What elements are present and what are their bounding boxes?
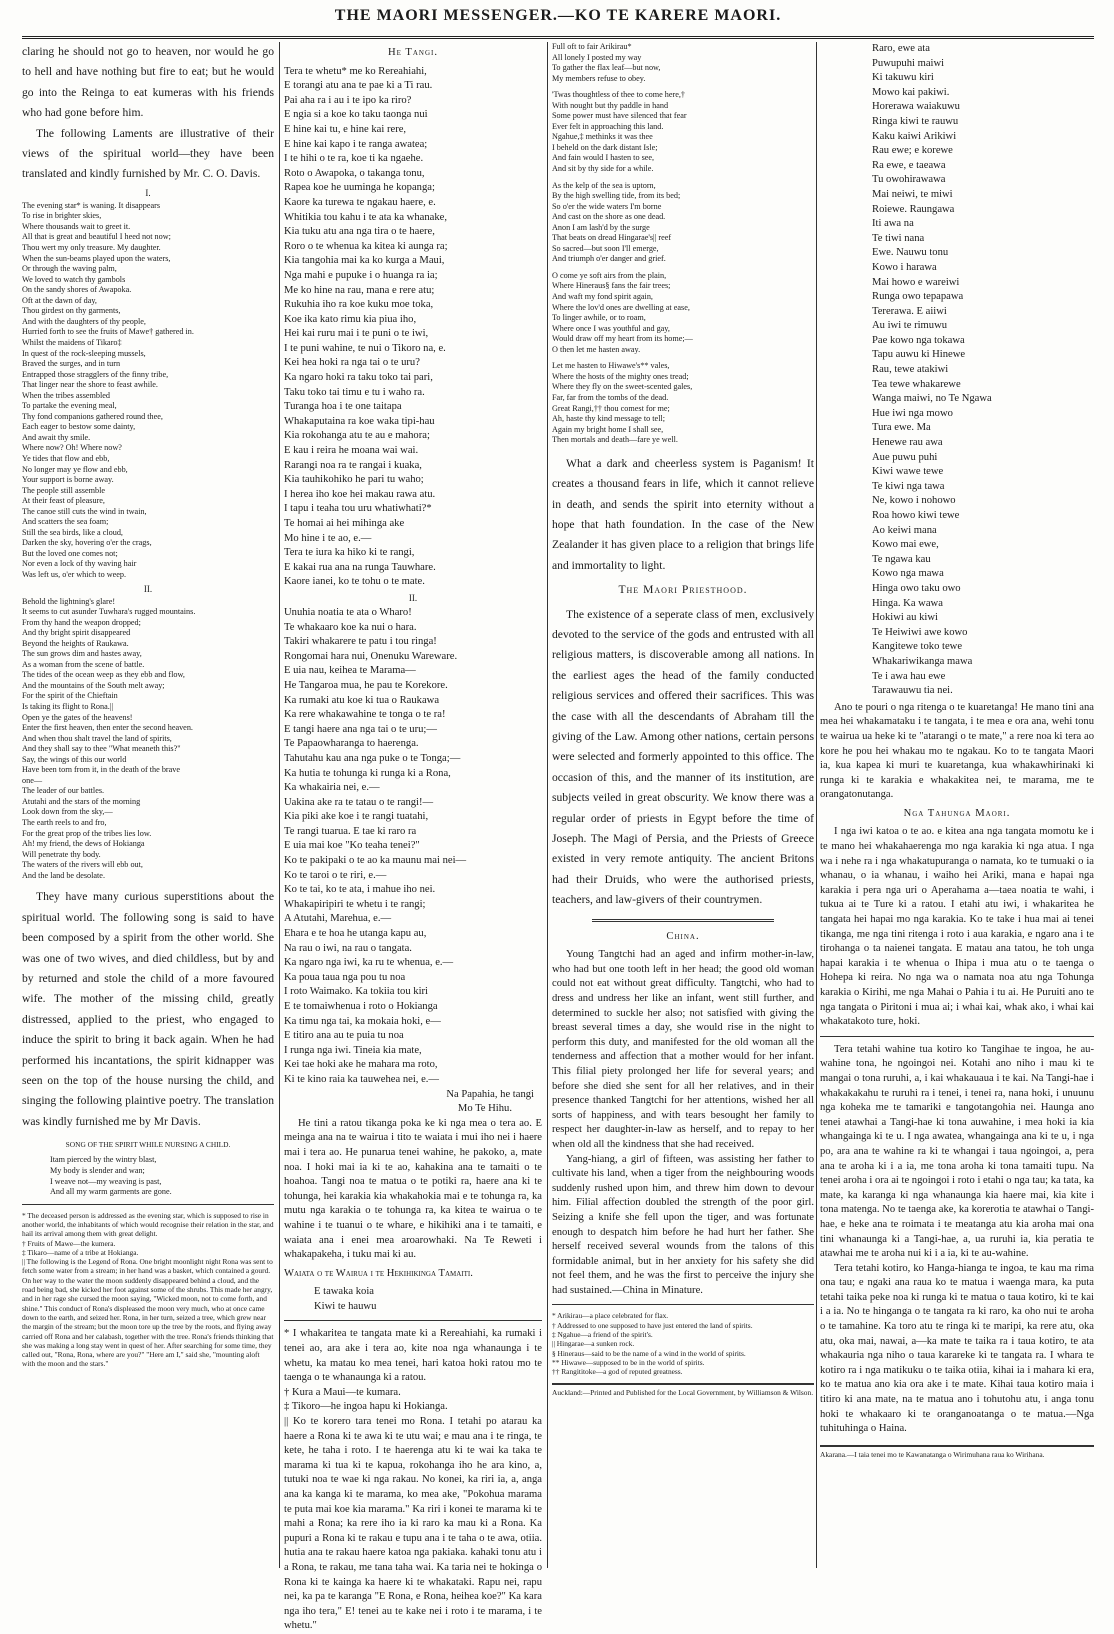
maori-lament-2	[284, 606, 542, 1088]
verse-line: And waft my fond spirit again,	[552, 292, 653, 302]
verse-line: Whilst the maidens of Tikaro‡	[22, 337, 122, 347]
verse-line: The evening star* is waning. It disappears	[22, 200, 161, 210]
verse-line: Kei hea hoki ra nga tai o te uru?	[284, 357, 420, 369]
verse-line: Ne, kowo i nohowo	[872, 495, 956, 507]
intro-paragraph: The following Laments are illustrative of their views of the spiritual world—they have been translated and kindly furnished by Mr. C. O. Davis.	[22, 126, 274, 181]
verse-line: Open ye the gates of the heavens!	[22, 712, 133, 722]
verse-line: Ki takuwu kiri	[872, 72, 934, 84]
verse-line: Turanga hoa i te one taitapa	[284, 401, 402, 413]
verse-line: Te rangi tuarua. E tae ki raro ra	[284, 825, 417, 837]
verse-line: Ever felt in approaching this land.	[552, 121, 664, 131]
verse-line: As a woman from the scene of battle.	[22, 659, 145, 669]
verse-line: Pae kowo nga tokawa	[872, 334, 965, 346]
verse-line: By the high swelling tide, from its bed;	[552, 191, 681, 201]
verse-line: I roto Waimako. Ka tokiia tou kiri	[284, 986, 428, 998]
verse-line: I herea iho koe hei makau rawa atu.	[284, 488, 436, 500]
verse-line: Ka ngaro nga iwi, ka ru te whenua, e.—	[284, 957, 454, 969]
verse-line: Tea tewe whakarewe	[872, 378, 961, 390]
verse-line: Ko te taroi o te riri, e.—	[284, 869, 387, 881]
verse-line: Hei kai ruru mai i te puni o te iwi,	[284, 328, 429, 340]
song-heading: Waiata o te Wairua i te Hekihikinga Tamaiti.	[284, 1267, 473, 1279]
section-heading: Nga Tahunga Maori.	[903, 807, 1011, 819]
verse-line: I runga nga iwi. Tineia kia mate,	[284, 1044, 422, 1056]
verse-line: Raro, ewe ata	[872, 43, 930, 54]
column-3	[552, 42, 814, 1578]
verse-line: Far, far from the tombs of the dead.	[552, 392, 669, 402]
imprint: Akarana.—I taia tenei mo te Kawanatanga o Wirimuhana raua ko Wirihana.	[820, 1445, 1094, 1459]
imprint: Auckland:—Printed and Published for the Local Government, by Williamson & Wilson.	[552, 1383, 814, 1397]
footnote: ‡ Tikaro—name of a tribe at Hokianga.	[22, 1247, 139, 1257]
verse-line: Kaku kaiwi Arikiwi	[872, 130, 957, 142]
verse-line: And fain would I hasten to see,	[552, 153, 655, 163]
verse-line: Koe ika kato rimu kia piua iho,	[284, 313, 417, 325]
verse-line: E tawaka koia	[314, 1286, 375, 1298]
verse-line: Roa howo kiwi tewe	[872, 510, 960, 521]
verse-line: All lonely I posted my way	[552, 52, 642, 62]
verse-line: Iti awa na	[872, 218, 914, 230]
section-divider	[820, 1036, 1094, 1037]
verse-line: And scatters the sea foam;	[22, 517, 109, 527]
verse-line: My members refuse to obey.	[552, 73, 646, 83]
verse-line: Te Papaowharanga to haerenga.	[284, 738, 419, 750]
verse-line: Mowo kai pakiwi.	[872, 86, 950, 98]
verse-line: Takiri whakarere te patu i tou ringa!	[284, 636, 437, 648]
masthead	[22, 2, 1094, 39]
footnote: * The deceased person is addressed as the evening star, which is supposed to rise in another world, the inhabitants of which would recognise their relation in the star, and hail its arrival among them with great delight.	[22, 1210, 274, 1239]
verse-line: Where they fly on the sweet-scented gales,	[552, 382, 693, 392]
verse-line: I te puni wahine, te nui o Tikoro na, e.	[284, 342, 446, 354]
verse-line: Hurried forth to see the fruits of Mawe† gathered in.	[22, 327, 194, 337]
verse-line: Na rau o iwi, na rau o tangata.	[284, 942, 412, 954]
verse-line: Ngahue,‡ methinks it was thee	[552, 132, 653, 142]
footnote: || Ko te korero tara tenei mo Rona. I tetahi po atarau ka haere a Rona ki te awa ki te utu wai; e mau ana i te ringa, te kete, he taha i roto. I te haerenga atu ki te wai ka taka te marama ki tua ki te kapua, rokohanga iho he ara kino, a, tutuki noa te wae ki nga rakau. No konei, ka riri ia, a, anga ana ka kanga ki te marama, ko mea ake, "Pokohua marama te puta mai koe kia marama." Ka riri i konei te marama ki te mahi a Rona; ka rere iho ia ki raro ka mau ki a Rona. Ka pupuri a Rona ki te rakau e tupu ana i te taha o te awa, otiia. hutia ana te rakau haere katoa nga pakiaka. kahaki tonu atu i a Rona, te rakau, me tana taha wai. Ka taria nei te hokinga o Rona ki te kainga ka haere ki te whakataki. Rapu nei, rapu nei, ka pa te karanga "E Rona, e Rona, heihea koe?" Ka kara nga iho tera," E! tenei au te kake nei i roto i te marama, i te whetu."	[284, 1416, 542, 1632]
column-4	[820, 42, 1094, 1578]
verse-line: Tera te iura ka hiko ki te rangi,	[284, 547, 415, 559]
verse-line: To gather the flax leaf—but now,	[552, 63, 661, 73]
verse-line: Kiwi wawe tewe	[872, 466, 944, 478]
verse-line: Mai neiwi, te miwi	[872, 188, 953, 200]
maori-song-continued	[820, 42, 1094, 699]
verse-line: Some power must have silenced that fear	[552, 111, 687, 121]
body-paragraph: Yang-hiang, a girl of fifteen, was assisting her father to cultivate his land, when a tiger from the neighbouring woods suddenly rushed upon him, and threw him down to devour him. Filial affection doubled the strength of the poor girl. Seizing a knife she fell upon the tiger, and was fortunate enough to despatch him before he had hurt her father. She herself received several wounds from the talons of this formidable animal, but in her anxiety for his safety she did not feel them, and he was the first to perceive the injury she had sustained.—China in Minature.	[552, 1153, 814, 1296]
verse-line: As the kelp of the sea is uptorn,	[552, 180, 656, 190]
body-paragraph: Tera tetahi kotiro, ko Hanga-hianga te ingoa, te kau ma rima ona tau; e ngaki ana raua ko te matua i waenga mara, ka puta tetahi taika peke noa ki runga ki te matua o taua kotiro, ki te kai i a ia. No te hinganga o te tangata ra ki raro, ka oho nui te aroha o te tamahine. Ka toro atu te ringa ki te maripi, ka rere atu, oka atu, oka mai, nawai, a—ka mate te taika ra i taua kotiro, te ata whakauria nga niho o taua karareke ki te tangata ra. I whara te kotiro ra i nga matikuku o te taika otiia, kihai ia i mahara ki era, ko te matua ano kia ora ake i te mate. Kihai taua kotiro maia i titiro ki ana mate, na te matua ano i tohutohu atu, i anga tonu hoki te whakaaro ki te oranganoatanga o te matua.—Nga tuhituhinga o Haina.	[820, 1262, 1094, 1435]
section-heading: He Tangi.	[388, 47, 438, 58]
verse-line: Te Heiwiwi awe kowo	[872, 626, 968, 638]
verse-line: Te kiwi nga tawa	[872, 480, 945, 492]
intro-paragraph: claring he should not go to heaven, nor would he go to hell and have nothing but fire to eat; but he would go into the Reinga to eat kumeras with his friends who had gone before him.	[22, 45, 274, 120]
verse-line: Kaore ka turewa te ngakau haere, e.	[284, 196, 436, 208]
verse-line: I beheld on the dark distant Isle;	[552, 142, 658, 152]
verse-line: To rise in brighter skies,	[22, 211, 102, 221]
verse-line: Behold the lightning's glare!	[22, 596, 116, 606]
verse-line: Pai aha ra i au i te ipo ka riro?	[284, 94, 412, 106]
section-divider	[592, 919, 774, 922]
verse-line: Ka rumaki atu koe ki tua o Raukawa	[284, 694, 440, 706]
english-lament-1	[22, 201, 274, 581]
footnote: § Hineraus—said to be the name of a wind in the world of spirits.	[552, 1348, 746, 1358]
verse-line: Ehara e te hoa he utanga kapu au,	[284, 928, 427, 940]
verse-line: To linger awhile, or to roam,	[552, 313, 646, 323]
spirit-song	[22, 1155, 274, 1197]
verse-line: Kia tauhikohiko he pari tu waho;	[284, 474, 424, 486]
verse-line: And thy bright spirit disappeared	[22, 628, 131, 638]
verse-line: Ka timu nga tai, ka mokaia hoki, e—	[284, 1015, 441, 1027]
verse-line: And when thou shalt travel the land of spirits,	[22, 733, 172, 743]
body-paragraph: Tera tetahi wahine tua kotiro ko Tangihae te ingoa, he au-wahine tona, he ngoingoi nei. Kotahi ano niho i mau ki te mangai o tona ruruhi, a, i kai whakauaua i te kai. Na Tangi-hae i whakakakahu te ruruhi ra i tenei, i tenei ra, nana hoki, i unuunu nga koheka me te tamariki e tangotangohia nei. Haunga ano tenei atawhai a Tangi-hae ki tona auwahine, i mea hoki ia kia whangainga ki te u. I nga awatea, whangainga ana ki te u, i nga po, ara ana te wahine ra ki te whangai i taua ngoingoi, a, pera ana te aroha ki i a ia, me tona aroha ki tona tamaiti tupu. Na tenei aroha i ora ai te ngoingoi i roto i etahi o nga tau; ka tata, ka mate, ka karanga ki nga whanaunga kia haere mai, kia kite i tona matenga. No te taenga ake, ka korerotia te atawhai o Tangi-hae, e heke ana te roimata i te meatanga atu kia aroha mai ona tini whanaunga ki a Tangi-hae, a, ua ruruhi ia, kia peratia te atawhai me te aroha nui ki i a ia, ki te au-wahine.	[820, 1043, 1094, 1260]
footnote: ** Hiwawe—supposed to be in the world of spirits.	[552, 1357, 705, 1367]
verse-line: Was left us, o'er which to weep.	[22, 569, 127, 579]
verse-line: Entrapped those stragglers of the finny tribe,	[22, 369, 169, 379]
footnote: †† Rangititoke—a god of reputed greatness.	[552, 1367, 683, 1377]
verse-line: Kia tuku atu ana nga tira o te haere,	[284, 226, 435, 238]
verse-line: That beats on dread Hingarae's|| reef	[552, 233, 672, 243]
footnote: * I whakaritea te tangata mate ki a Rereahiahi, ka rumaki i tenei ao, ara ake i tera ao, kite noa nga whanaunga i te whetu, ka matau ko mea tenei, hari katoa hoki ratou mo te taenga o te whanaunga ki a ratou.	[284, 1328, 542, 1384]
footnote-rule	[284, 1320, 542, 1321]
verse-line: Hokiwi au kiwi	[872, 612, 938, 624]
verse-line: Each eager to bestow some dainty,	[22, 422, 136, 432]
verse-line: To partake the evening meal,	[22, 401, 117, 411]
verse-line: E uia mai koe "Ko teaha tenei?"	[284, 840, 420, 852]
verse-line: Taku toko tai timu e tu i waho ra.	[284, 386, 425, 398]
verse-line: Ao keiwi mana	[872, 524, 937, 536]
verse-line: On the sandy shores of Awapoka.	[22, 285, 132, 295]
verse-line: Beyond the heights of Raukawa.	[22, 638, 129, 648]
verse-line: Kiwi te hauwu	[314, 1300, 377, 1312]
verse-line: Itam pierced by the wintry blast,	[50, 1155, 157, 1165]
verse-line: Great Rangi,†† thou comest for me;	[552, 403, 670, 413]
verse-line: Ewe. Nauwu tonu	[872, 247, 949, 259]
verse-line: Kia piki ake koe i te rangi tuatahi,	[284, 811, 429, 823]
verse-line: E kakai rua ana na runga Tauwhare.	[284, 561, 436, 573]
verse-line: E titiro ana au te puia tu noa	[284, 1030, 404, 1042]
verse-line: The canoe still cuts the wind in twain,	[22, 506, 147, 516]
verse-line: Wanga maiwi, no Te Ngawa	[872, 393, 992, 405]
verse-line: E hine kai kapo i te ranga awatea;	[284, 138, 428, 150]
verse-line: And await thy smile.	[22, 432, 91, 442]
body-paragraph: The existence of a seperate class of men, exclusively devoted to the service of the gods and entrusted with all religious matters, is discoverable among all nations. In the earliest ages the head of the family conducted religious services and offered their sacrifices. This was the case with all the descendants of Abraham till the giving of the Law. Among other nations, certain persons were selected and formerly appointed to this office. The occasion of this, and the manner of its institution, are subjects veiled in great obscurity. We know there was a regular order of priests in Egypt before the time of Joseph. The Magi of Persia, and the Priests of Greece existed in very remote antiquity. The ancient Britons had their Druids, who were the authorised priests, teachers, and law-givers of their countrymen.	[552, 607, 814, 907]
verse-line: Te ngawa kau	[872, 553, 931, 565]
footnotes	[284, 1327, 542, 1633]
verse-line: Mai howo e wareiwi	[872, 276, 960, 288]
verse-line: He Tangaroa mua, he pau te Korekore.	[284, 679, 448, 691]
verse-line: And cast on the shore as one dead.	[552, 212, 666, 222]
verse-line: And the land be desolate.	[22, 870, 105, 880]
verse-line: Whitikia tou kahu i te ata ka whanake,	[284, 211, 447, 223]
verse-line: Te i awa hau ewe	[872, 670, 946, 682]
verse-line: Runga owo tepapawa	[872, 291, 964, 303]
verse-line: A Atutahi, Marehua, e.—	[284, 913, 392, 925]
verse-line: Ki te kino raia ka tauwehea nei, e.—	[284, 1073, 440, 1085]
verse-line: When the sun-beams played upon the waters,	[22, 253, 171, 263]
verse-line: Where the lov'd ones are dwelling at ease,	[552, 302, 690, 312]
verse-line: Rapea koe he uuminga he kopanga;	[284, 182, 435, 194]
verse-line: All that is great and beautiful I heed not now;	[22, 232, 171, 242]
verse-line: E torangi atu ana te pae ki a Ti rau.	[284, 80, 433, 92]
verse-line: E ngia si a koe ko taku taonga nui	[284, 109, 428, 121]
verse-line: Ka ngaro hoki ra taku toko tai pari,	[284, 372, 433, 384]
verse-line: And they shall say to thee "What meaneth this?"	[22, 744, 181, 754]
verse-line: Full oft to fair Arikirau*	[552, 42, 632, 51]
column-1	[22, 42, 274, 1568]
footnote: † Fruits of Mawe—the kumera.	[22, 1238, 116, 1248]
verse-line: My body is slender and wan;	[50, 1166, 145, 1176]
column-rule-2	[547, 42, 548, 1568]
verse-line: Say, the wings of this our world	[22, 754, 127, 764]
verse-line: We loved to watch thy gambols	[22, 274, 126, 284]
verse-line: Oft at the dawn of day,	[22, 295, 97, 305]
verse-line: Me ko hine na rau, mana e rere atu;	[284, 284, 435, 296]
verse-line: 'Twas thoughtless of thee to come here,†	[552, 90, 686, 100]
verse-line: Kia rokohanga atu te au e mahora;	[284, 430, 430, 442]
footnote: || Hingarae—a sunken rock.	[552, 1339, 635, 1349]
verse-line: Where Hineraus§ fans the fair trees;	[552, 281, 671, 291]
verse-line: Puwupuhi maiwi	[872, 57, 945, 69]
column-2	[284, 42, 542, 1632]
verse-line: Roto o Awapoka, o takanga tonu,	[284, 167, 425, 179]
verse-line: For the great prop of the tribes lies low.	[22, 828, 152, 838]
verse-line: Where once I was youthful and gay,	[552, 323, 670, 333]
verse-line: Henewe rau awa	[872, 437, 943, 449]
column-rule-3	[816, 42, 817, 1568]
spirit-song-maori	[284, 1285, 542, 1314]
verse-line: Hinga. Ka wawa	[872, 597, 943, 609]
verse-line: Let me hasten to Hiwawe's** vales,	[552, 361, 670, 371]
verse-line: Te homai ai hei mihinga ake	[284, 518, 405, 529]
verse-line: Ka poua taua nga pou tu noa	[284, 971, 406, 983]
verse-line: But the loved one comes not;	[22, 548, 118, 558]
verse-line: Tapu auwu ki Hinewe	[872, 349, 966, 361]
section-number: II.	[408, 592, 418, 603]
verse-line: Tahutahu kau ana nga puke o te Tonga;—	[284, 752, 461, 764]
verse-line: Where now? Oh! Where now?	[22, 443, 122, 453]
english-song-continued	[552, 42, 814, 446]
footnote-rule	[552, 1304, 814, 1305]
column-rule-1	[279, 42, 280, 1568]
verse-line: Enter the first heaven, then enter the second heaven.	[22, 723, 193, 733]
verse-line: Ringa kiwi te rauwu	[872, 115, 959, 127]
verse-line: Anon I am lash'd by the surge	[552, 222, 650, 232]
verse-line: Hue iwi nga mowo	[872, 407, 953, 419]
verse-line: Again my bright home I shall see,	[552, 424, 664, 434]
verse-line: Have been torn from it, in the death of the brave	[22, 765, 181, 775]
verse-line: And all my warm garments are gone.	[50, 1187, 172, 1197]
verse-line: one—	[22, 775, 43, 785]
verse-line: Would draw off my heart from its home;—	[552, 334, 693, 344]
section-number: II.	[143, 583, 153, 594]
verse-line: Atutahi and the stars of the morning	[22, 796, 141, 806]
verse-line: And triumph o'er danger and grief.	[552, 254, 666, 264]
footnote: † Addressed to one supposed to have just entered the land of spirits.	[552, 1320, 753, 1330]
verse-line: For the spirit of the Chieftain	[22, 691, 118, 701]
verse-line: And the mountains of the South melt away;	[22, 680, 165, 690]
verse-line: Rau, tewe atakiwi	[872, 364, 949, 376]
verse-line: The people still assemble	[22, 485, 105, 495]
verse-line: And sit by thy side for a while.	[552, 164, 654, 174]
verse-line: E hine kai tu, e hine kai rere,	[284, 123, 407, 135]
verse-line: Rongomai hara nui, Onenuku Wareware.	[284, 650, 458, 662]
verse-line: Whakapiripiri te whetu i te rangi;	[284, 898, 426, 910]
verse-line: Thou girdest on thy garments,	[22, 306, 121, 316]
verse-line: Ka hutia te tohunga ki runga ki a Rona,	[284, 767, 451, 779]
footnote: † Kura a Maui—te kumara.	[284, 1386, 401, 1398]
verse-line: Te tiwi nana	[872, 232, 925, 244]
verse-line: E kau i reira he moana wai wai.	[284, 445, 419, 457]
verse-line: Ye tides that flow and ebb,	[22, 453, 110, 463]
verse-line: Thy fond companions gathered round thee,	[22, 411, 163, 421]
song-title: SONG OF THE SPIRIT WHILE NURSING A CHILD.	[65, 1140, 231, 1150]
verse-line: Where the hosts of the mighty ones tread;	[552, 371, 689, 381]
verse-line: No longer may ye flow and ebb,	[22, 464, 128, 474]
verse-line: Rarangi noa ra te rangai i kuaka,	[284, 459, 422, 471]
footnotes	[552, 1311, 814, 1376]
verse-line: Is taking its flight to Rona.||	[22, 702, 114, 711]
section-number: I.	[145, 187, 151, 198]
footnote: ‡ Ngahue—a friend of the spirit's.	[552, 1330, 653, 1340]
verse-line: Kowo i harawa	[872, 261, 937, 273]
verse-line: With nought but thy paddle in hand	[552, 100, 669, 110]
verse-line: Ko te tai, ko te ata, i mahue iho nei.	[284, 884, 436, 896]
verse-line: O then let me hasten away.	[552, 344, 641, 354]
verse-line: When the tribes assembled	[22, 390, 110, 400]
verse-line: Roro o te whenua ka kitea ki aunga ra;	[284, 240, 448, 252]
verse-line: Ra ewe, e taeawa	[872, 159, 946, 171]
verse-line: Tarawauwu tia nei.	[872, 685, 953, 697]
footnote-rule	[22, 1204, 274, 1205]
verse-line: So o'er the wide waters I'm borne	[552, 201, 662, 211]
verse-line: Kowo nga mawa	[872, 568, 944, 580]
verse-line: The sun grows dim and hastes away,	[22, 649, 142, 659]
verse-line: Tura ewe. Ma	[872, 422, 931, 434]
verse-line: Rukuhia iho ra koe kuku moe toka,	[284, 299, 434, 311]
verse-line: Will penetrate thy body.	[22, 849, 101, 859]
verse-line: Whakaputaina ra koe waka tipi-hau	[284, 415, 435, 427]
verse-line: Then mortals and death—fare ye well.	[552, 435, 678, 445]
verse-line: Nga mahi e pupuke i o huanga ra ia;	[284, 269, 438, 281]
verse-line: I weave not—my weaving is past,	[50, 1176, 162, 1186]
verse-line: Tu owohirawawa	[872, 174, 946, 186]
verse-line: Look down from the sky,—	[22, 807, 113, 817]
verse-line: Au iwi te rimuwu	[872, 320, 948, 332]
body-paragraph: Ano te pouri o nga ritenga o te kuaretanga! He mano tini ana mea hei whakamataku i te tangata, i te mea e ora ana, wehi tonu te wairua ua heke ki te "atarangi o te mate," a rere noa ki tera ao kore he pou hei whakau mo te ngakau. Ko to te tangata Maori ia, kua kapea ki muri te kuaretanga, kua whakawhirinaki ki runga ki te karakia e whakakitea nei, te marama, me te orangatonutanga.	[820, 701, 1094, 801]
signature: Na Papahia, he tangi	[446, 1088, 534, 1100]
verse-line: Kaore ianei, ko te tohu o te mate.	[284, 576, 425, 588]
verse-line: At their feast of pleasure,	[22, 496, 105, 506]
verse-line: Uakina ake ra te tatau o te rangi!—	[284, 796, 434, 808]
verse-line: That linger near the shore to feast awhile.	[22, 380, 158, 390]
verse-line: Darken the sky, hovering o'er the crags,	[22, 538, 152, 548]
verse-line: I tapu i teaha tou uru whatiwhati?*	[284, 503, 432, 515]
verse-line: In quest of the rock-sleeping mussels,	[22, 348, 146, 358]
footnotes	[22, 1211, 274, 1369]
body-paragraph: Young Tangtchi had an aged and infirm mother-in-law, who had but one tooth left in her head; the good old woman could not eat without great difficulty. Tangtchi, who had to dress and undress her like an infant, went still further, and determined to suckle her also; not satisfied with giving the breast several times a day, she would rise in the night to perform this duty, and manifested for the old woman all the tenderness and affection that a mother would for her infant. This filial piety prolonged her life for several years; and before she died she sent for all her relatives, and in their presence thanked Tangtchi for her attentions, wished her all sorts of happiness, and with tears besought her family to respect her daughter-in-law as herself, and to repay to her when old all the kindness that she had received.	[552, 949, 814, 1150]
verse-line: Nor even a lock of thy waving hair	[22, 559, 137, 569]
verse-line: Ah, haste thy kind message to tell;	[552, 414, 666, 424]
verse-line: Ah! my friend, the dews of Hokianga	[22, 839, 145, 849]
body-paragraph: What a dark and cheerless system is Paganism! It creates a thousand fears in life, which it cannot relieve in death, and sends the spirit into eternity without a hope that hath foundation. In the case of the New Zealander it has given place to a religion that brings life and immortality to light.	[552, 456, 814, 572]
verse-line: E te tomaiwhenua i roto o Hokianga	[284, 1001, 438, 1012]
verse-line: Tererawa. E aiiwi	[872, 305, 947, 317]
verse-line: Ka rere whakawahine te tonga o te ra!	[284, 709, 446, 721]
signature: Mo Te Hihu.	[457, 1103, 512, 1115]
verse-line: Mo hine i te ao, e.—	[284, 532, 372, 544]
verse-line: Unuhia noatia te ata o Wharo!	[284, 606, 412, 618]
footnote: * Arikirau—a place celebrated for flax.	[552, 1311, 669, 1321]
section-heading: China.	[666, 930, 700, 942]
verse-line: Horerawa waiakuwu	[872, 101, 960, 113]
verse-line: The tides of the ocean weep as they ebb and flow,	[22, 670, 185, 680]
verse-line: E tangi haere ana nga tai o te uru;—	[284, 723, 437, 735]
verse-line: Kei tae hoki ake he mahara ma roto,	[284, 1059, 438, 1071]
verse-line: Or through the waving palm,	[22, 264, 117, 274]
verse-line: The leader of our battles.	[22, 786, 105, 796]
verse-line: Roiewe. Raungawa	[872, 203, 955, 215]
verse-line: E uia nau, keihea te Marama—	[284, 665, 416, 677]
verse-line: Thou wert my only treasure. My daughter.	[22, 243, 161, 253]
verse-line: I te hihi o te ra, koe ti ka ngaehe.	[284, 153, 424, 165]
footnote: || The following is the Legend of Rona. One bright moonlight night Rona was sent to fetch some water from a stream; in her hand was a basket, which contained a gourd. On her way to the water the moon suddenly disappeared behind a cloud, and the road being bad, she kicked her foot against some of the shrubs. This made her angry, and in her rage she cursed the moon saying, "Wicked moon, not to come forth, and shine." This conduct of Rona's displeased the moon very much, who at once came down to the earth, and seized her. Rona, in her turn, seized a tree, which grew near the margin of the stream; but the moon tore up the tree by the roots, and flying away carried off Rona and her calabash, together with the tree. Rona's friends thinking that she was making a long stay went in quest of her. After searching for some time, they called out, "Rona, Rona, where are you?" "Here am I," said she, "mounting aloft with the moon and the stars."	[22, 1257, 274, 1369]
masthead-title: THE MAORI MESSENGER.—KO TE KARERE MAORI.	[334, 7, 782, 24]
verse-line: O come ye soft airs from the plain,	[552, 270, 667, 280]
verse-line: It seems to cut asunder Tuwhara's rugged mountains.	[22, 607, 196, 617]
verse-line: Aue puwu puhi	[872, 451, 938, 463]
verse-line: Ko te pakipaki o te ao ka maunu mai nei—	[284, 855, 467, 867]
verse-line: Still the sea birds, like a cloud,	[22, 527, 123, 537]
body-paragraph: They have many curious superstitions about the spiritual world. The following song is said to have been composed by a spirit from the other world. She was one of two wives, and died childless, but by and by returned and stole the child of a more favoured wife. The mother of the missing child, greatly distressed, applied to the priest, who engaged to induce the spirit to bring it back again. When he had performed his incantations, the spirit kidnapper was seen on the top of the house nursing the child, and singing the following plaintive poetry. The translation was kindly furnished me by Mr Davis.	[22, 890, 274, 1128]
verse-line: Te whakaaro koe ka nui o hara.	[284, 621, 417, 633]
verse-line: Ka whakairia nei, e.—	[284, 782, 380, 794]
verse-line: From thy hand the weapon dropped;	[22, 617, 141, 627]
body-paragraph: He tini a ratou tikanga poka ke ki nga mea o tera ao. E meinga ana na te wairua i tito te waiata i mui iho nei i haere mai i tera ao. He punarua tenei wahine, he pakoko, a, mate noa. I hoki mai ia ki te ao, kahakina ana te tamaiti o te hoahoa. Tangi noa te matua o te potiki ra, haere ana ki te tohunga, hei karakia kia whakahokia mai e te tohunga ra, ka mutu nga karakia o te tohunga ra, ka kitea te wairua o te wahine i te tuanui o te whare, e hikihiki ana i te tamaiti, e waiata ana i enei mea aroarowhaki. Na Te Reweti i whakapakeha, i tuku mai ki au.	[284, 1117, 542, 1261]
verse-line: Tera te whetu* me ko Rereahiahi,	[284, 65, 427, 77]
verse-line: Whakariwikanga mawa	[872, 655, 973, 667]
maori-lament-1	[284, 65, 542, 590]
verse-line: So sacred—but soon I'll emerge,	[552, 243, 659, 253]
verse-line: The waters of the rivers will ebb out,	[22, 860, 143, 870]
verse-line: Where thousands wait to greet it.	[22, 221, 131, 231]
verse-line: Rau ewe; e korewe	[872, 145, 953, 157]
verse-line: Kowo mai ewe,	[872, 539, 939, 551]
verse-line: And with the daughters of thy people,	[22, 316, 146, 326]
verse-line: The earth reels to and fro,	[22, 818, 107, 828]
english-lament-2	[22, 597, 274, 882]
verse-line: Braved the surges, and in turn	[22, 359, 121, 369]
verse-line: Hinga owo taku owo	[872, 582, 961, 594]
body-paragraph: I nga iwi katoa o te ao. e kitea ana nga tangata momotu ke i te mano hei whakahaerenga mo nga karakia ki nga atua. I nga wa i nehe ra i nga whakatupuranga o namata, ko te tumuaki o ia whanau, o ia whanau, i waiho hei Ariki, mana e hapai nga karakia i pera nga uri o Aperahama a—taea noatia te wahi, i tukua ai te Ture ki a ratou. I etahi atu iwi, i whakaritea he tangata hei hapai mo nga karakia. Ko te take i hua mai ai tenei tikanga, me nga tini ritenga i roto i aua karakia, e ngaro ana i te tirohanga o ta naienei tangata. E matau ana tatou, he toh unga hapai karakia i te whenua o Ihipa i mua atu o te taenga o Hohepa ki reira. No nga wa o namata noa atu nga Tohunga karakia o Kirihi, me nga Mahai o Pahia i tu ai. He Puruiti ano te nga tangata o Piritoni i mua ai; i whai kai, whak ako, i whai kai whakatakoto ture, hoki.	[820, 826, 1094, 1028]
verse-line: Kangitewe toko tewe	[872, 641, 963, 653]
verse-line: Kia tangohia mai ka ko kurga a Maui,	[284, 255, 445, 267]
section-heading: The Maori Priesthood.	[618, 583, 748, 597]
verse-line: Your support is borne away.	[22, 475, 114, 485]
footnote: ‡ Tikoro—he ingoa hapu ki Hokianga.	[284, 1401, 448, 1413]
